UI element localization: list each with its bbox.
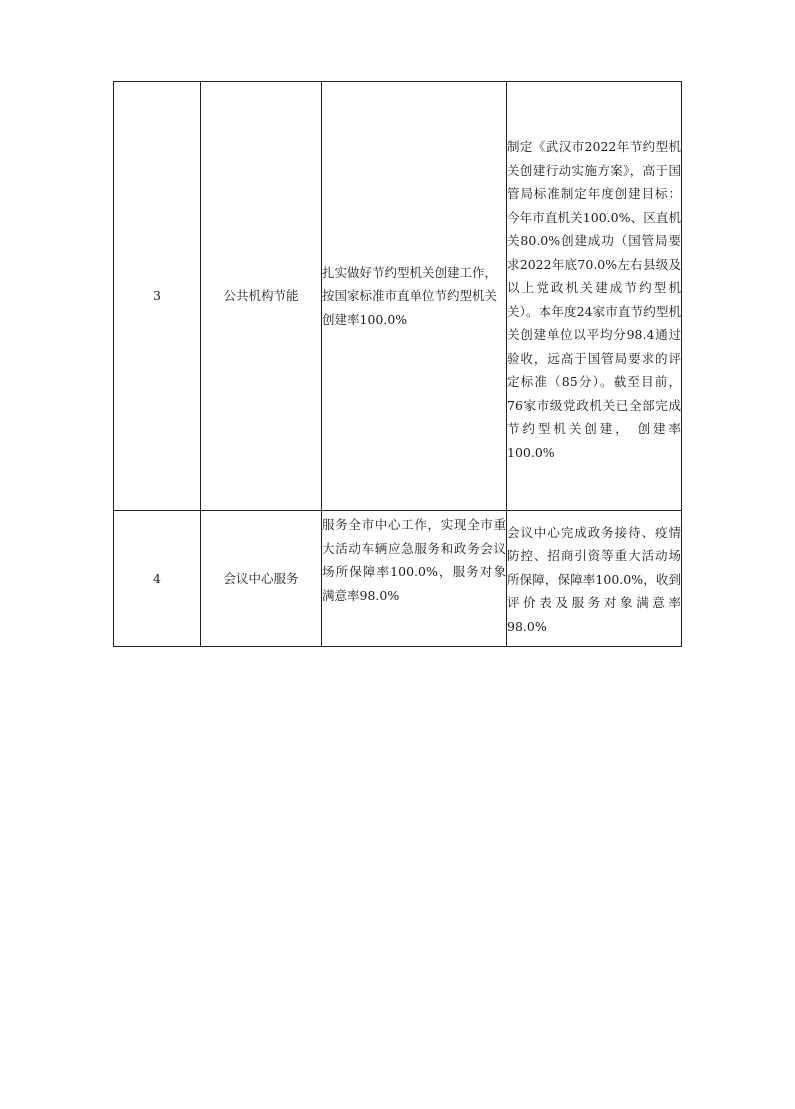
project-name: 公共机构节能 [201, 82, 322, 511]
project-name: 会议中心服务 [201, 511, 322, 647]
goal-text: 扎实做好节约型机关创建工作，按国家标准市直单位节约型机关创建率100.0% [322, 82, 507, 511]
goal-text: 服务全市中心工作，实现全市重大活动车辆应急服务和政务会议场所保障率100.0%，服务对象满意率98.0% [322, 511, 507, 647]
row-number: 3 [114, 82, 201, 511]
result-text: 会议中心完成政务接待、疫情防控、招商引资等重大活动场所保障，保障率100.0%，收到评价表及服务对象满意率98.0% [507, 511, 682, 647]
row-number: 4 [114, 511, 201, 647]
table-row [114, 511, 682, 647]
result-text: 制定《武汉市2022年节约型机关创建行动实施方案》，高于国管局标准制定年度创建目标：今年市直机关100.0%、区直机关80.0%创建成功（国管局要求2022年底70.0%左右县级及以上党政机关建成节约型机关）。本年度24家市直节约型机关创建单位以平均分98.4通过验收，远高于国管局要求的评定标准（85分）。截至目前，76家市级党政机关已全部完成节约型机关创建， 创建率100.0% [507, 82, 682, 511]
table-row [114, 82, 682, 511]
performance-table [113, 81, 682, 647]
